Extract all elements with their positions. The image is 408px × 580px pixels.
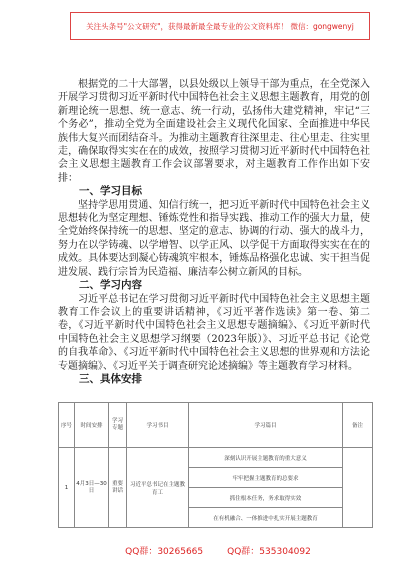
content-paragraph: 习近平总书记在学习贯彻习近平新时代中国特色社会主义思想主题教育工作会议上的重要讲话精神，《习近平著作选读》第一卷、第二卷，《习近平新时代中国特色社会主义思想专题摘编》、《习近平新时代中国特色社会主义思想学习纲要（2023年版）》、习近平总书记《论党的自我革命》、《习近平新时代中国特色社会主义思想的世界观和方法论专题摘编》、《习近平关于调查研究论述摘编》等主题教育学习材料。 [58,293,370,372]
col-header-note: 备注 [343,403,373,448]
footer-qq-group-2: QQ群：535304092 [227,546,311,557]
cell-time: 4月3日—30日 [75,448,109,528]
table-header-row [59,403,373,448]
promo-banner [70,12,370,40]
promo-banner-text: 关注头条号"公文研究"，获得最新最全最专业的公文资料库！ 微信：gongwenyj [86,21,354,31]
col-header-topic: 学习篇目 [189,403,343,448]
cell-topic: 在有机融合、一体推进中扎实开展主题教育 [189,508,343,528]
footer-qq-bar [58,538,378,562]
cell-topic: 深刻认识开展主题教育的重大意义 [189,448,343,468]
cell-note [343,448,373,528]
cell-book: 习近平总书记在主题教育工 [127,448,189,528]
document-body [58,78,370,386]
col-header-theme: 学习专题 [109,403,127,448]
col-header-no: 序号 [59,403,75,448]
col-header-time: 时间安排 [75,403,109,448]
table-row [59,448,373,468]
intro-paragraph: 根据党的二十大部署，以县处级以上领导干部为重点，在全党深入开展学习贯彻习近平新时代中国特色社会主义思想主题教育，用党的创新理论统一思想、统一意志、统一行动，弘扬伟大建党精神，牢记“三个务必”，推动全党为全面建设社会主义现代化国家、全面推进中华民族伟大复兴而团结奋斗。为推动主题教育往深里走、往心里走、往实里走，确保取得实实在在的成效，按照学习贯彻习近平新时代中国特色社会主义思想主题教育工作会议部署要求，对主题教育工作作出如下安排： [58,79,370,184]
cell-theme: 重要讲话 [109,448,127,528]
section-heading-content: 二、学习内容 [79,279,142,292]
section-heading-schedule: 三、具体安排 [79,372,142,385]
schedule-table [58,402,373,528]
footer-qq-group-1: QQ群：30265665 [125,546,204,557]
section-heading-goals: 一、学习目标 [79,185,142,198]
col-header-book: 学习书目 [127,403,189,448]
cell-topic: 抓住根本任务，务求取得实效 [189,488,343,508]
cell-no: 1 [59,448,75,528]
cell-topic: 牢牢把握主题教育的总要求 [189,468,343,488]
goals-paragraph: 坚持学思用贯通、知信行统一，把习近平新时代中国特色社会主义思想转化为坚定理想、锤炼党性和指导实践、推动工作的强大力量，使全党始终保持统一的思想、坚定的意志、协调的行动、强大的战斗力，努力在以学铸魂、以学增智、以学正风、以学促干方面取得实实在在的成效。具体要达到凝心铸魂筑牢根本，锤炼品格强化忠诚、实干担当促进发展、践行宗旨为民造福、廉洁奉公树立新风的目标。 [58,199,370,278]
